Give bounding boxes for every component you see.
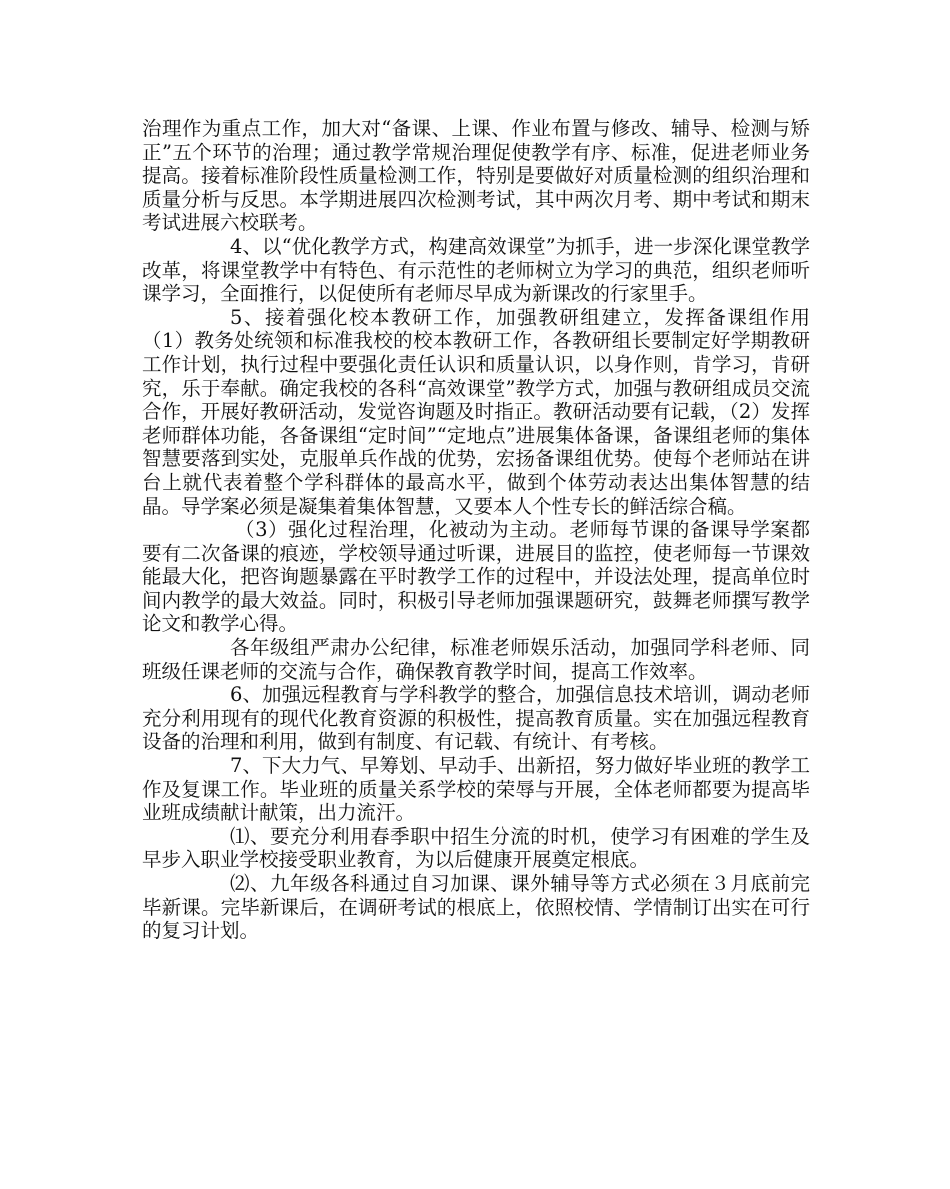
paragraph-2: 4、以“优化教学方式，构建高效课堂”为抓手，进一步深化课堂教学改革，将课堂教学中有特色、有示范性的老师树立为学习的典范，组织老师听课学习，全面推行，以促使所有老师尽早成为新课改的行家里手。 [142,234,810,306]
paragraph-8: ⑴、要充分利用春季职中招生分流的时机，使学习有困难的学生及早步入职业学校接受职业教育，为以后健康开展奠定根底。 [142,824,810,872]
paragraph-6: 6、加强远程教育与学科教学的整合，加强信息技术培训，调动老师充分利用现有的现代化教育资源的积极性，提高教育质量。实在加强远程教育设备的治理和利用，做到有制度、有记载、有统计、有考核。 [142,683,810,754]
paragraph-1: 治理作为重点工作，加大对“备课、上课、作业布置与修改、辅导、检测与矫正”五个环节的治理；通过教学常规治理促使教学有序、标准，促进老师业务提高。接着标准阶段性质量检测工作，特别是要做好对质量检测的组织治理和质量分析与反思。本学期进展四次检测考试，其中两次月考、期中考试和期末考试进展六校联考。 [142,117,810,235]
paragraph-4: （3）强化过程治理，化被动为主动。老师每节课的备课导学案都要有二次备课的痕迹，学校领导通过听课，进展目的监控，使老师每一节课效能最大化，把咨询题暴露在平时教学工作的过程中，并设法处理，提高单位时间内教学的最大效益。同时，积极引导老师加强课题研究，鼓舞老师撰写教学论文和教学心得。 [142,518,810,636]
paragraph-7: 7、下大力气、早筹划、早动手、出新招，努力做好毕业班的教学工作及复课工作。毕业班的质量关系学校的荣辱与开展，全体老师都要为提高毕业班成绩献计献策，出力流汗。 [142,754,810,825]
paragraph-3: 5、接着强化校本教研工作，加强教研组建立，发挥备课组作用（1）教务处统领和标准我校的校本教研工作，各教研组长要制定好学期教研工作计划，执行过程中要强化责任认识和质量认识，以身作则，肯学习，肯研究，乐于奉献。确定我校的各科“高效课堂”教学方式，加强与教研组成员交流合作，开展好教研活动，发觉咨询题及时指正。教研活动要有记载，（2）发挥老师群体功能，各备课组“定时间”“定地点”进展集体备课，备课组老师的集体智慧要落到实处，克服单兵作战的优势，宏扬备课组优势。使每个老师站在讲台上就代表着整个学科群体的最高水平，做到个体劳动表达出集体智慧的结晶。导学案必须是凝集着集体智慧，又要本人个性专长的鲜活综合稿。 [142,305,810,518]
document-page [142,117,810,943]
paragraph-9: ⑵、九年级各科通过自习加课、课外辅导等方式必须在３月底前完毕新课。完毕新课后，在调研考试的根底上，依照校情、学情制订出实在可行的复习计划。 [142,872,810,943]
paragraph-5: 各年级组严肃办公纪律，标准老师娱乐活动，加强同学科老师、同班级任课老师的交流与合作，确保教育教学时间，提高工作效率。 [142,636,810,683]
